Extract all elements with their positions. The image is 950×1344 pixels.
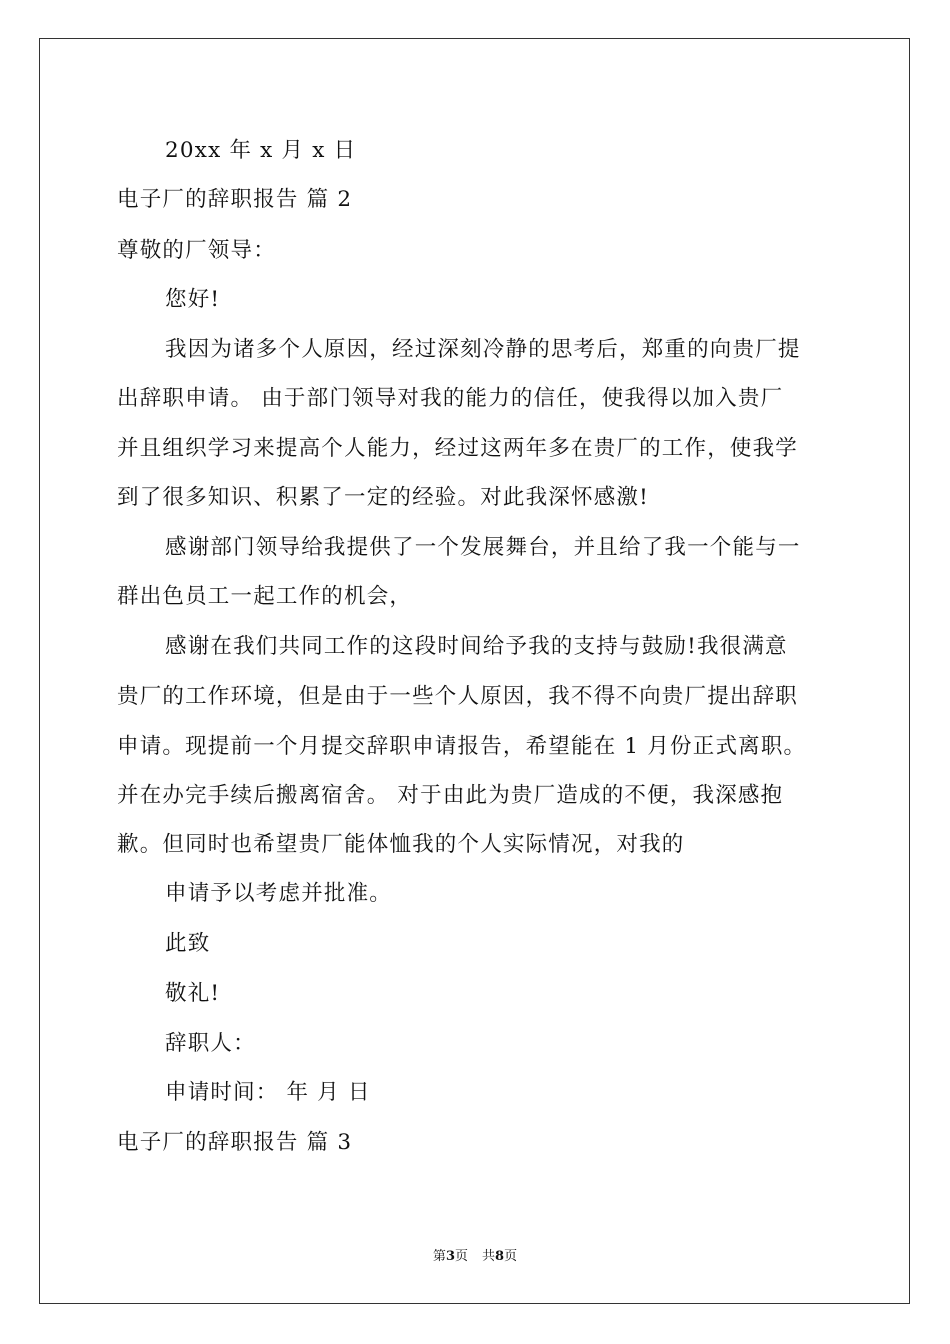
- closing-line: 此致: [165, 931, 211, 956]
- body-line: 出辞职申请。 由于部门领导对我的能力的信任，使我得以加入贵厂: [117, 386, 784, 411]
- application-date-line: 申请时间： 年 月 日: [165, 1080, 371, 1105]
- body-line: 感谢在我们共同工作的这段时间给予我的支持与鼓励!我很满意: [165, 634, 788, 659]
- body-line: 并在办完手续后搬离宿舍。 对于由此为贵厂造成的不便，我深感抱: [117, 783, 784, 808]
- signature-line: 辞职人：: [165, 1031, 256, 1056]
- date-line: 20xx 年 x 月 x 日: [165, 138, 357, 163]
- body-line: 申请予以考虑并批准。: [165, 881, 393, 906]
- page-border: [39, 38, 910, 1304]
- body-line: 歉。但同时也希望贵厂能体恤我的个人实际情况，对我的: [117, 832, 685, 857]
- total-suffix: 页: [504, 1249, 518, 1264]
- body-line: 并且组织学习来提高个人能力，经过这两年多在贵厂的工作，使我学: [117, 436, 799, 461]
- body-line: 群出色员工一起工作的机会，: [117, 584, 413, 609]
- body-line: 到了很多知识、积累了一定的经验。对此我深怀感激!: [117, 485, 649, 510]
- page-suffix: 页: [454, 1249, 468, 1264]
- salutation: 尊敬的厂领导：: [117, 238, 276, 263]
- page-current: 3: [445, 1249, 455, 1264]
- body-line: 申请。现提前一个月提交辞职申请报告，希望能在 1 月份正式离职。: [117, 734, 807, 759]
- page-footer: [0, 1248, 950, 1266]
- body-line: 感谢部门领导给我提供了一个发展舞台，并且给了我一个能与一: [165, 535, 801, 560]
- total-pages: 8: [495, 1249, 505, 1264]
- section-heading-2: 电子厂的辞职报告 篇 2: [117, 187, 353, 212]
- page-prefix: 第: [432, 1249, 446, 1264]
- section-heading-3: 电子厂的辞职报告 篇 3: [117, 1130, 353, 1155]
- total-prefix: 共: [482, 1249, 496, 1264]
- greeting: 您好!: [165, 287, 221, 312]
- body-line: 贵厂的工作环境，但是由于一些个人原因，我不得不向贵厂提出辞职: [117, 684, 799, 709]
- closing-line: 敬礼!: [165, 981, 221, 1006]
- body-line: 我因为诸多个人原因，经过深刻冷静的思考后，郑重的向贵厂提: [165, 337, 801, 362]
